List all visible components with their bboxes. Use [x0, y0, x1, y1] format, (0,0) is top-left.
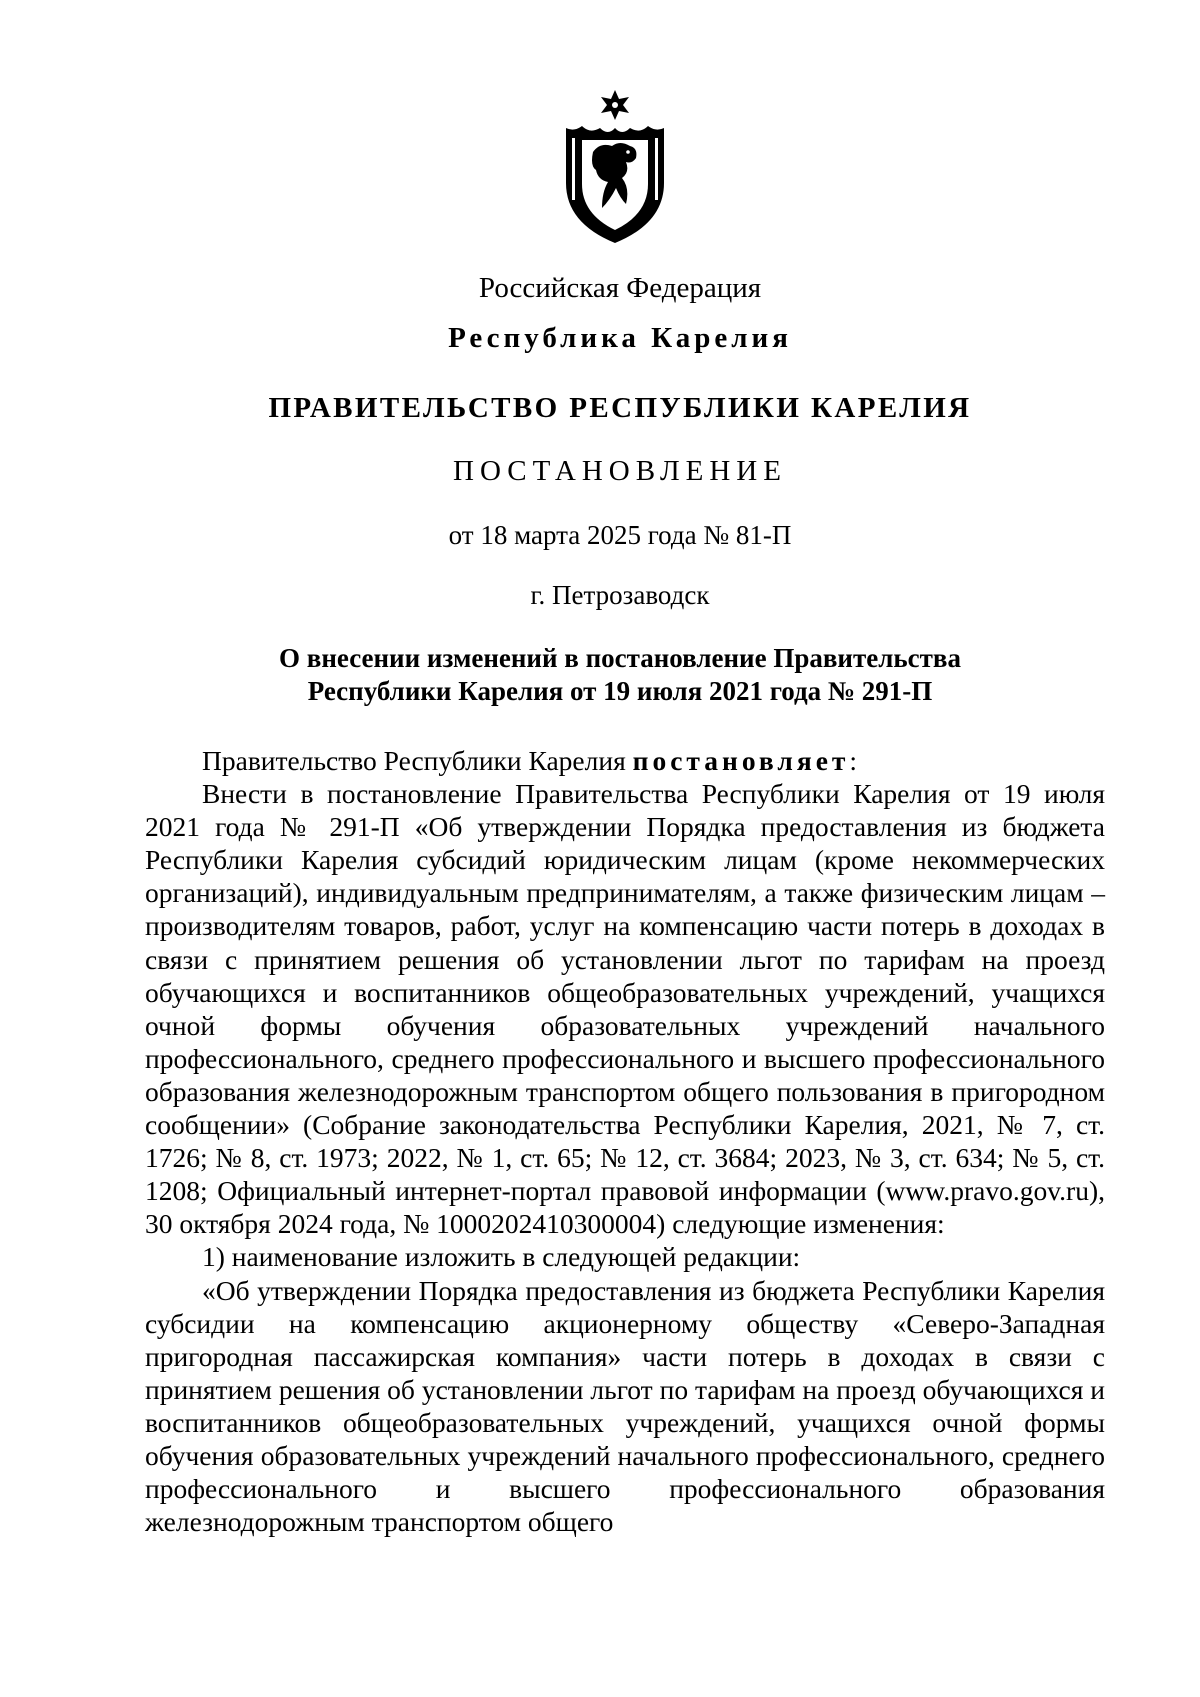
- document-city: г. Петрозаводск: [530, 580, 710, 610]
- republic-heading: Республика Карелия: [448, 322, 792, 354]
- federation-heading: Российская Федерация: [478, 272, 762, 304]
- intro-suffix: :: [849, 745, 858, 776]
- document-subject: [140, 642, 1100, 708]
- intro-paragraph: [145, 744, 1105, 777]
- document-body: [145, 744, 1105, 1538]
- body-paragraph-2: 1) наименование изложить в следующей редакции:: [202, 1241, 801, 1273]
- subject-line-2: Республики Карелия от 19 июля 2021 года № 291-П: [307, 676, 933, 706]
- government-heading: ПРАВИТЕЛЬСТВО РЕСПУБЛИКИ КАРЕЛИЯ: [268, 392, 972, 424]
- document-date-number: от 18 марта 2025 года № 81-П: [448, 520, 792, 550]
- subject-line-1: О внесении изменений в постановление Правительства: [279, 643, 961, 673]
- intro-prefix: Правительство Республики Карелия: [202, 745, 633, 776]
- document-type-heading: ПОСТАНОВЛЕНИЕ: [453, 455, 787, 487]
- body-paragraph-3: «Об утверждении Порядка предоставления из бюджета Республики Карелия субсидии на компенсацию акционерному обществу «Северо-Западная пригородная пассажирская компания» части потерь в доходах в связи с принятием решения об установлении льгот по тарифам на проезд обучающихся и воспитанников общеобразовательных учреждений, учащихся очной формы обучения образовательных учреждений начального профессионального, среднего профессионального и высшего профессионального образования железнодорожным транспортом общего: [145, 1274, 1105, 1538]
- karelia-coat-of-arms-icon: [560, 88, 670, 246]
- body-paragraph-1: Внести в постановление Правительства Республики Карелия от 19 июля 2021 года № 291-П «Об утверждении Порядка предоставления из бюджета Республики Карелия субсидий юридическим лицам (кроме некоммерческих организаций), индивидуальным предпринимателям, а также физическим лицам – производителям товаров, работ, услуг на компенсацию части потерь в доходах в связи с принятием решения об установлении льгот по тарифам на проезд обучающихся и воспитанников общеобразовательных учреждений, учащихся очной формы обучения образовательных учреждений начального профессионального, среднего профессионального и высшего профессионального образования железнодорожным транспортом общего пользования в пригородном сообщении» (Собрание законодательства Республики Карелия, 2021, № 7, ст. 1726; № 8, ст. 1973; 2022, № 1, ст. 65; № 12, ст. 3684; 2023, № 3, ст. 634; № 5, ст. 1208; Официальный интернет-портал правовой информации (www.pravo.gov.ru), 30 октября 2024 года, № 1000202410300004) следующие изменения:: [145, 778, 1105, 1240]
- intro-keyword: постановляет: [632, 745, 850, 776]
